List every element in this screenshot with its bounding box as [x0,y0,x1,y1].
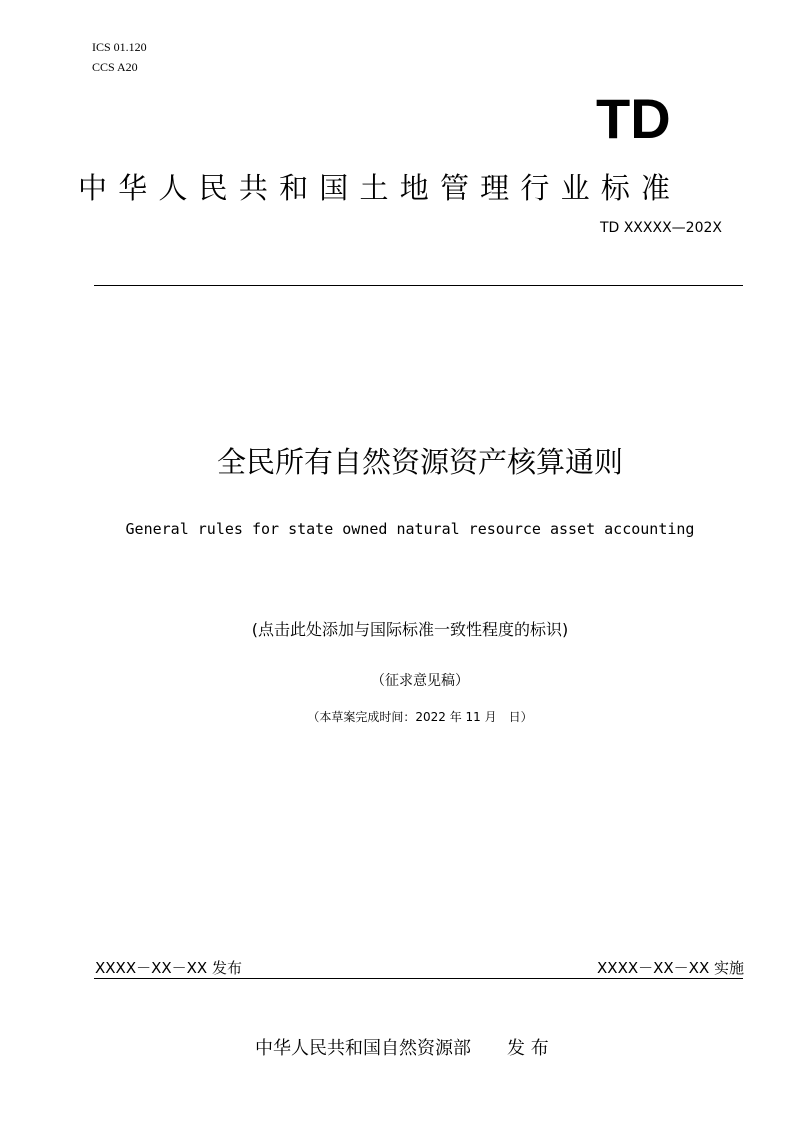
ics-code: ICS 01.120 [92,40,147,54]
publish-date: XXXX－XX－XX 发布 [95,959,242,977]
standard-number: TD XXXXX—202X [599,220,722,236]
bottom-divider [94,978,743,979]
draft-date: （本草案完成时间：2022 年 11 月 日） [307,710,533,724]
draft-stage: （征求意见稿） [371,673,469,689]
top-divider [94,285,743,286]
issuer: 中华人民共和国自然资源部 发 布 [255,1038,549,1059]
title-cn: 全民所有自然资源资产核算通则 [216,445,623,479]
consistency-note: (点击此处添加与国际标准一致性程度的标识) [251,620,569,639]
td-logo: TD [596,87,671,150]
standard-category: 中 华 人 民 共 和 国 土 地 管 理 行 业 标 准 [78,171,672,205]
implement-date: XXXX－XX－XX 实施 [597,959,744,977]
ccs-code: CCS A20 [92,60,138,74]
title-en: General rules for state owned natural resource asset accounting [125,520,695,538]
